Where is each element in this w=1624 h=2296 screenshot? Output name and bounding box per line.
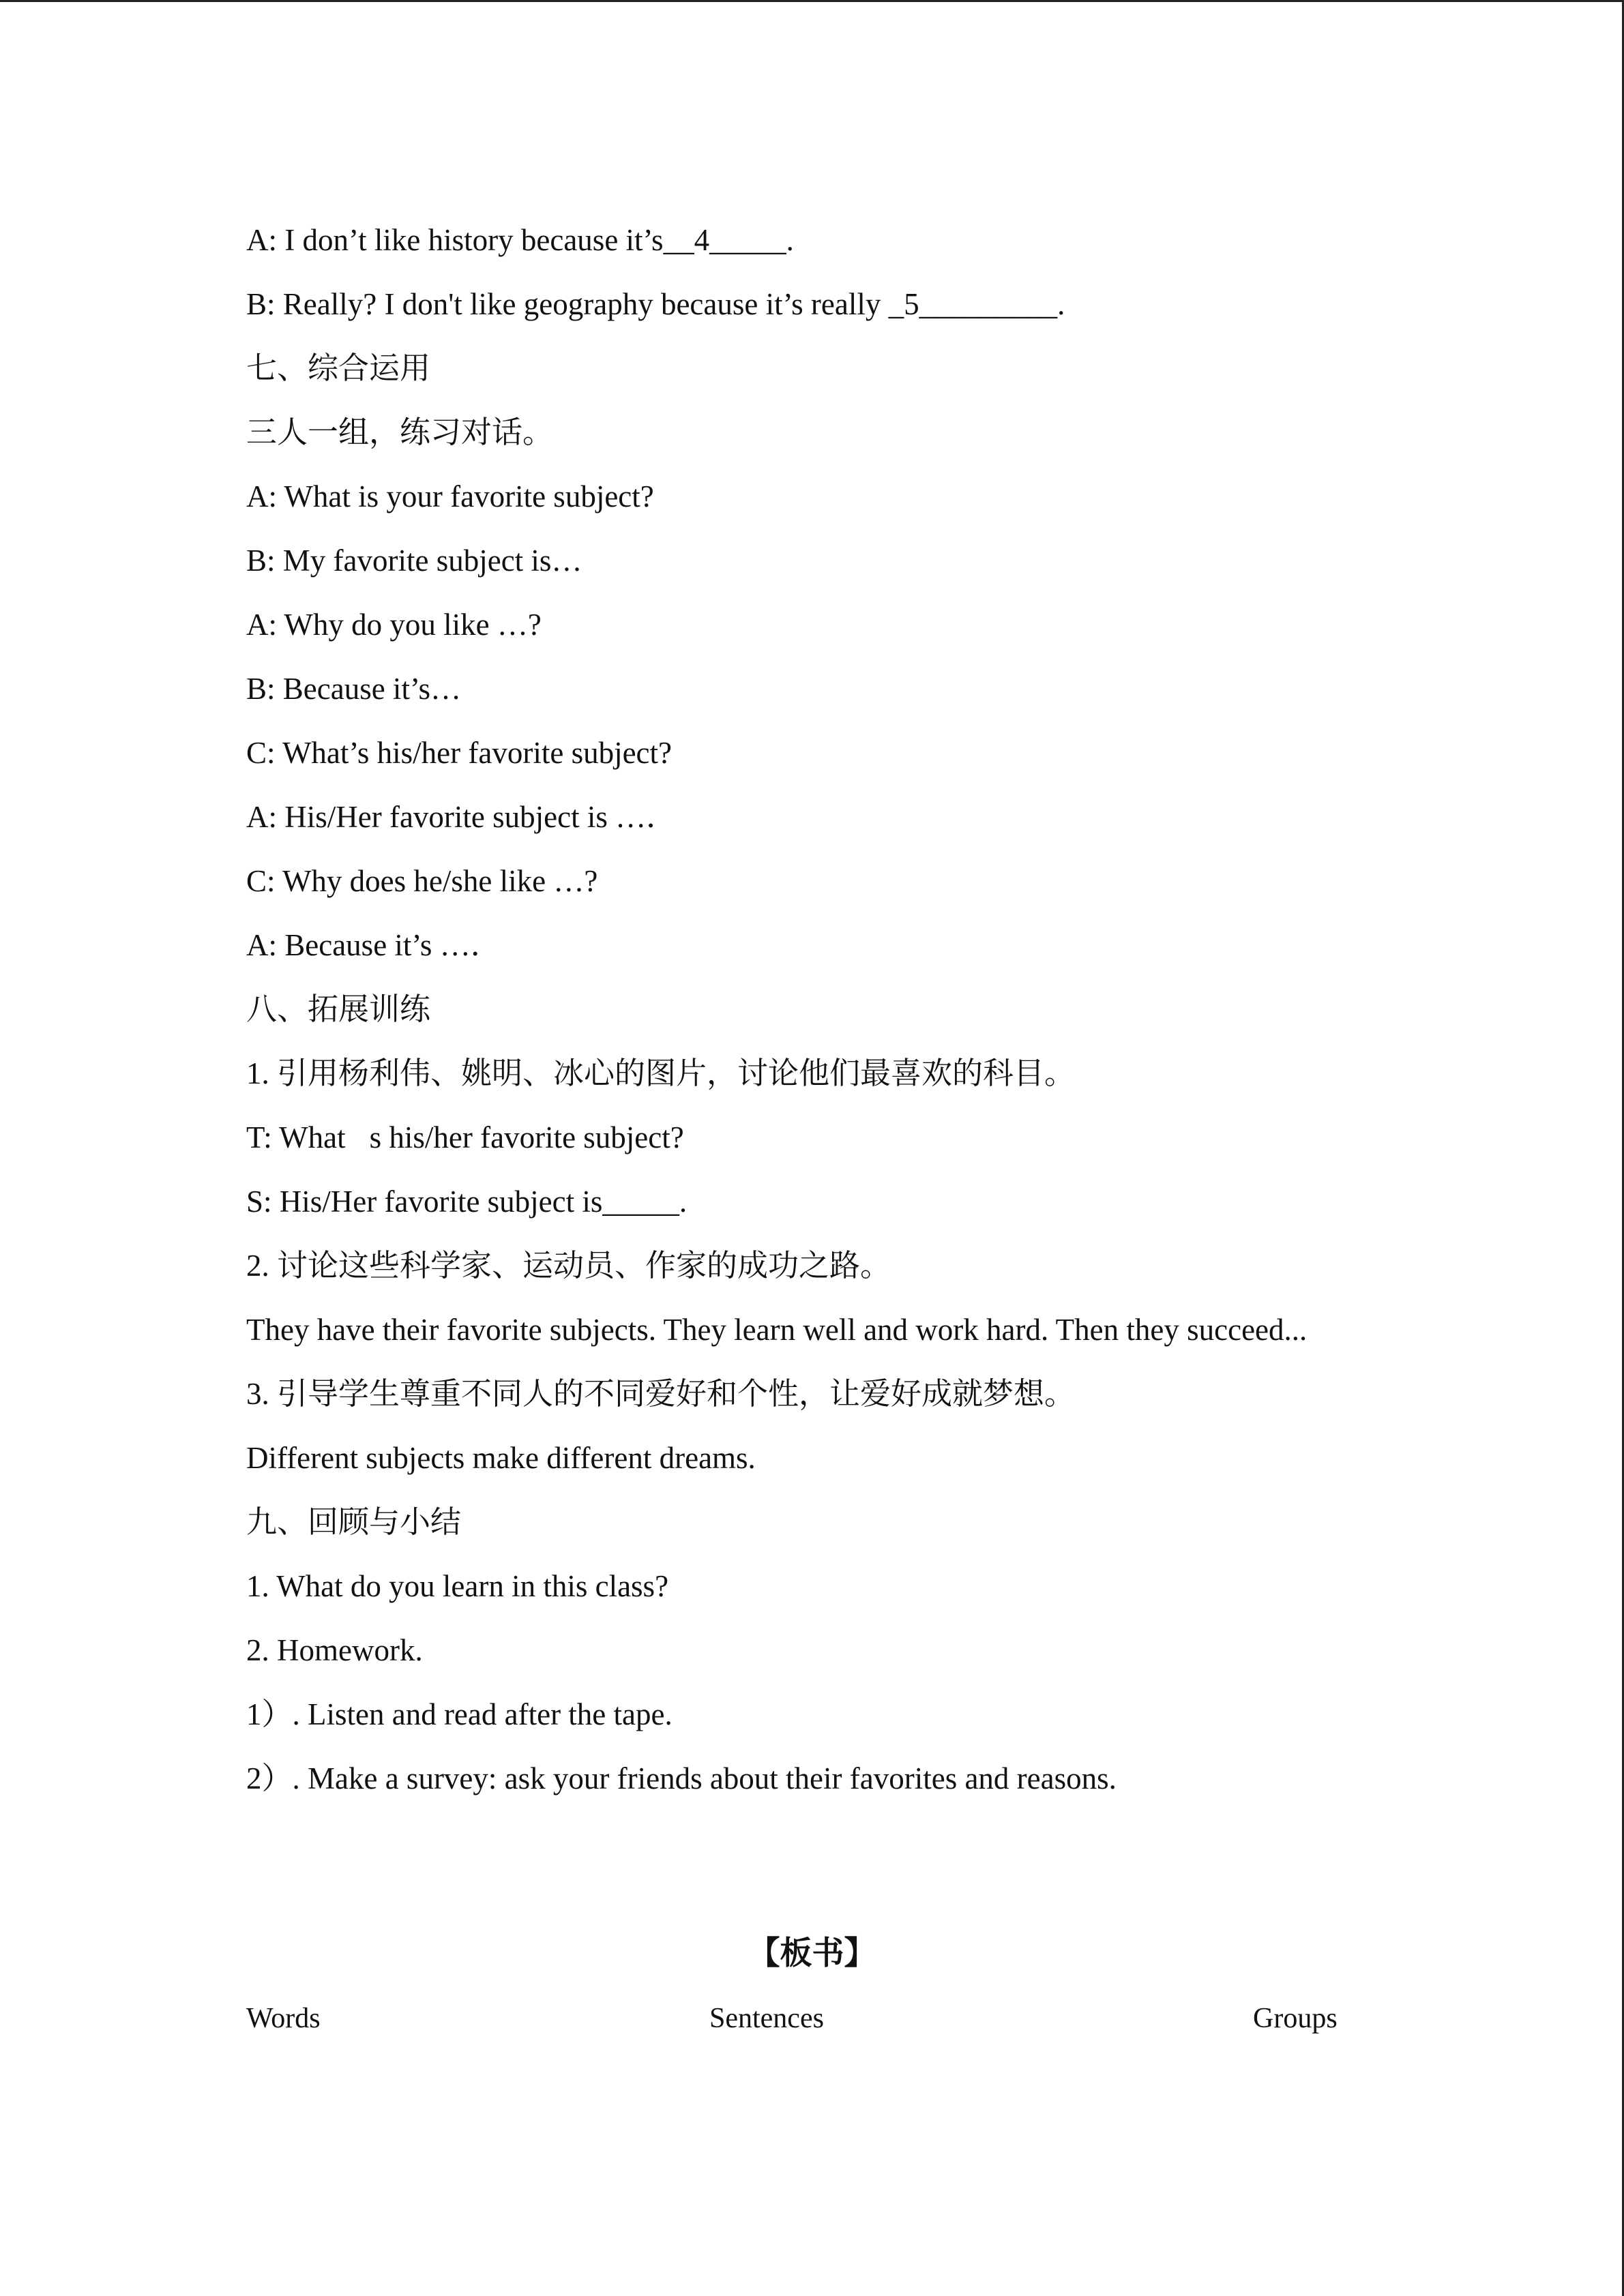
- dialogue-line: C: Why does he/she like …?: [246, 864, 598, 898]
- board-title: 【板书】: [748, 1936, 876, 1971]
- board-column-sentences: Sentences: [709, 2003, 824, 2034]
- page-top-border: [0, 0, 1624, 2]
- section-heading-8: 八、拓展训练: [246, 992, 431, 1026]
- dialogue-line: C: What’s his/her favorite subject?: [246, 736, 673, 770]
- section-heading-7: 七、综合运用: [246, 351, 431, 385]
- dialogue-line: A: Why do you like …?: [246, 608, 542, 642]
- paragraph-line: They have their favorite subjects. They learn well and work hard. Then they succeed...: [246, 1313, 1308, 1347]
- board-column-groups: Groups: [1253, 2003, 1338, 2034]
- instruction-line: 三人一组，练习对话。: [246, 415, 554, 449]
- dialogue-line: B: My favorite subject is…: [246, 543, 582, 578]
- dialogue-line-b-geography: B: Really? I don't like geography because it’s really _5_________.: [246, 287, 1065, 321]
- dialogue-line: B: Because it’s…: [246, 672, 461, 706]
- list-item: 1. 引用杨利伟、姚明、冰心的图片，讨论他们最喜欢的科目。: [246, 1056, 1076, 1090]
- board-column-words: Words: [246, 2003, 321, 2034]
- section-heading-9: 九、回顾与小结: [246, 1505, 462, 1539]
- board-columns: [246, 1986, 1338, 2051]
- dialogue-line: T: What s his/her favorite subject?: [246, 1120, 684, 1154]
- list-item: 3. 引导学生尊重不同人的不同爱好和个性，让爱好成就梦想。: [246, 1377, 1076, 1411]
- list-item: 2. Homework.: [246, 1633, 423, 1667]
- dialogue-line: S: His/Her favorite subject is_____.: [246, 1184, 688, 1219]
- document-body: [246, 208, 1419, 1810]
- dialogue-line: A: Because it’s …．: [246, 928, 501, 962]
- dialogue-line-a-history: A: I don’t like history because it’s__4_____.: [246, 223, 794, 257]
- list-item: 2. 讨论这些科学家、运动员、作家的成功之路。: [246, 1249, 891, 1283]
- list-item: 1）. Listen and read after the tape.: [246, 1697, 673, 1731]
- paragraph-line: Different subjects make different dreams.: [246, 1441, 756, 1475]
- list-item: 2）. Make a survey: ask your friends about their favorites and reasons.: [246, 1761, 1117, 1795]
- list-item: 1. What do you learn in this class?: [246, 1569, 669, 1603]
- dialogue-line: A: His/Her favorite subject is …．: [246, 800, 677, 834]
- dialogue-line: A: What is your favorite subject?: [246, 479, 654, 513]
